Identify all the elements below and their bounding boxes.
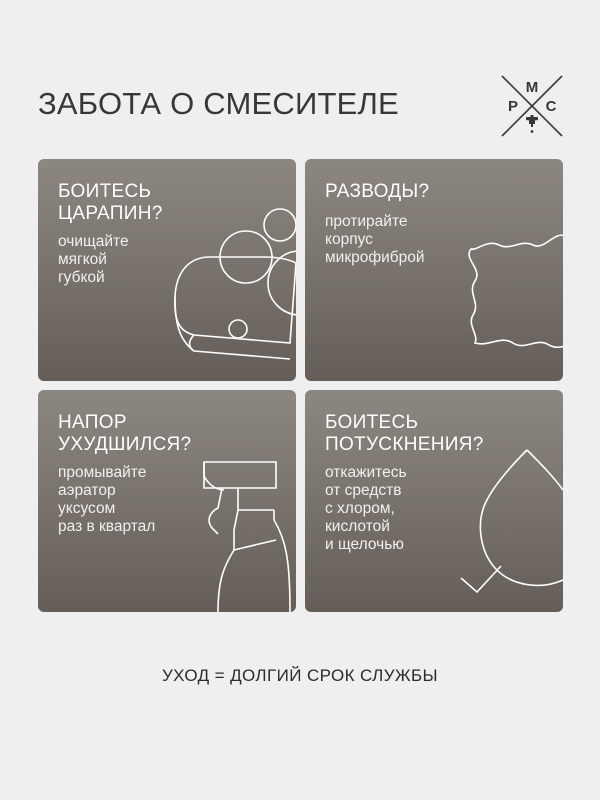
card-tarnish (305, 390, 563, 612)
footer-slogan: УХОД = ДОЛГИЙ СРОК СЛУЖБЫ (161, 666, 439, 685)
card-pressure (38, 390, 296, 612)
faucet-icon (526, 115, 538, 133)
logo-letter-p: Р (507, 98, 519, 115)
brand-logo (500, 74, 564, 138)
card-title: НАПОР УХУДШИЛСЯ? (58, 412, 192, 455)
card-title: БОИТЕСЬ ЦАРАПИН? (58, 181, 163, 224)
page-title: ЗАБОТА О СМЕСИТЕЛЕ (38, 86, 399, 121)
card-scratches (38, 159, 296, 381)
card-text: протирайте корпус микрофиброй (325, 213, 425, 266)
card-text: очищайте мягкой губкой (58, 233, 129, 286)
card-title: БОИТЕСЬ ПОТУСКНЕНИЯ? (325, 412, 484, 455)
logo-letter-m: М (525, 79, 539, 96)
card-text: откажитесь от средств с хлором, кислотой и щелочью (325, 464, 407, 553)
card-text: промывайте аэратор уксусом раз в квартал (58, 464, 156, 535)
logo-letter-c: С (545, 98, 557, 115)
card-stains (305, 159, 563, 381)
card-title: РАЗВОДЫ? (325, 181, 430, 202)
